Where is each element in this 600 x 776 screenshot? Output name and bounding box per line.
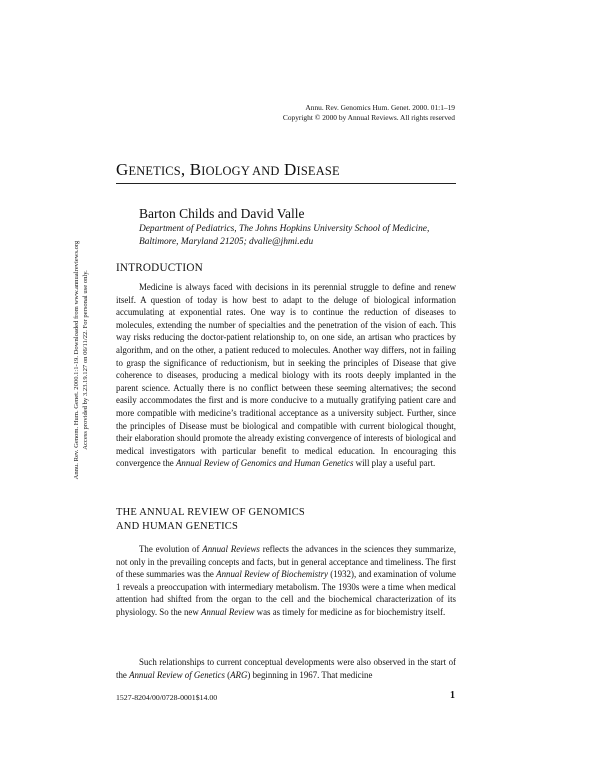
text-run: ( <box>224 669 231 680</box>
journal-name: Annual Review of Biochemistry <box>216 569 328 580</box>
text-run: ) beginning in 1967. That medicine <box>247 669 373 680</box>
download-side-note <box>72 220 90 500</box>
side-note-line: Annu. Rev. Genom. Hum. Genet. 2000.1:1-19. Downloaded from www.annualreviews.org <box>73 240 80 480</box>
article-code: 1527-8204/00/0728-0001$14.00 <box>116 693 218 702</box>
text-run: will play a useful part. <box>353 458 436 469</box>
article-title <box>116 160 340 180</box>
introduction-paragraph <box>116 281 456 470</box>
journal-abbreviation: ARG <box>230 669 248 680</box>
title-smallcaps: ENETICS <box>128 164 181 178</box>
copyright-notice: Copyright © 2000 by Annual Reviews. All rights reserved <box>282 113 455 122</box>
journal-citation: Annu. Rev. Genomics Hum. Genet. 2000. 01:1–19 <box>305 103 455 112</box>
title-initial: B <box>189 160 202 179</box>
side-note-line: Access provided by 3.23.19.127 on 06/11/22. For personal use only. <box>82 270 89 450</box>
text-run: Medicine is always faced with decisions in its perennial struggle to define and renew itself. A question of today is how best to adapt to the deluge of biological information accumulating at exponential rates. One way is to continue the reduction of diseases to molecules, extending the number of specialties and the penetration of the vision of each. This way risks reducing the doctor-patient relationship to, on one side, an artisan who practices by algorithm, and on the other, a patient reduced to molecules. Another way differs, not in failing to grasp the significance of reductionism, but in seeking the principles of Disease that give coherence to diseases, producing a medical biology with its roots deeply implanted in the parent science. Actually there is no conflict between these seeming alternatives; the second easily accommodates the first and is more conducive to a mutually gratifying patient care and more compatible with medicine’s traditional acceptance as a university subject. Further, since the principles of Disease must be biological and compatible with current biological thought, their elaboration should promote the already existing convergence of interests of biological and medical investigators with particular benefit to medical education. In encouraging this convergence the <box>116 282 456 469</box>
heading-line: THE ANNUAL REVIEW OF GENOMICS <box>116 507 305 518</box>
annual-review-paragraph-1 <box>116 543 456 619</box>
heading-line: AND HUMAN GENETICS <box>116 521 239 532</box>
authors: Barton Childs and David Valle <box>139 206 305 221</box>
affiliation-line: Department of Pediatrics, The Johns Hopkins University School of Medicine, <box>139 224 430 234</box>
title-separator: , <box>180 160 190 179</box>
section-heading-introduction: INTRODUCTION <box>116 262 203 274</box>
affiliation <box>139 223 439 248</box>
title-smallcaps: IOLOGY AND <box>201 164 280 178</box>
text-run: (1932), and examination of volume 1 reveals a preoccupation with intermediary metabolism. The 1930s were a time when medical attention had shifted from the organ to the cell and the biochemical characterization of its physiology. So the new <box>116 569 456 617</box>
text-run: reflects the advances in the sciences they summarize, not only in the prevailing concepts and facts, but in general acceptance and timeliness. The first of these summaries was the <box>116 544 456 580</box>
text-run: Such relationships to current conceptual developments were also observed in the start of the <box>116 657 456 680</box>
title-smallcaps: ISEASE <box>296 164 340 178</box>
journal-name: Annual Review of Genomics and Human Genetics <box>175 458 354 469</box>
journal-name: Annual Review <box>200 606 255 617</box>
affiliation-line: Baltimore, Maryland 21205; dvalle@jhmi.edu <box>139 236 314 247</box>
annual-review-paragraph-2 <box>116 656 456 681</box>
journal-reference <box>283 103 455 123</box>
text-run: was as timely for medicine as for biochemistry itself. <box>254 606 446 617</box>
title-rule <box>116 183 456 184</box>
journal-name: Annual Review of Genetics <box>129 669 225 680</box>
title-initial: D <box>284 160 297 179</box>
section-heading-annual-review <box>116 506 305 534</box>
journal-name: Annual Reviews <box>202 544 260 554</box>
page-number: 1 <box>450 690 455 701</box>
title-initial: G <box>116 160 129 179</box>
text-run: The evolution of <box>139 544 203 554</box>
